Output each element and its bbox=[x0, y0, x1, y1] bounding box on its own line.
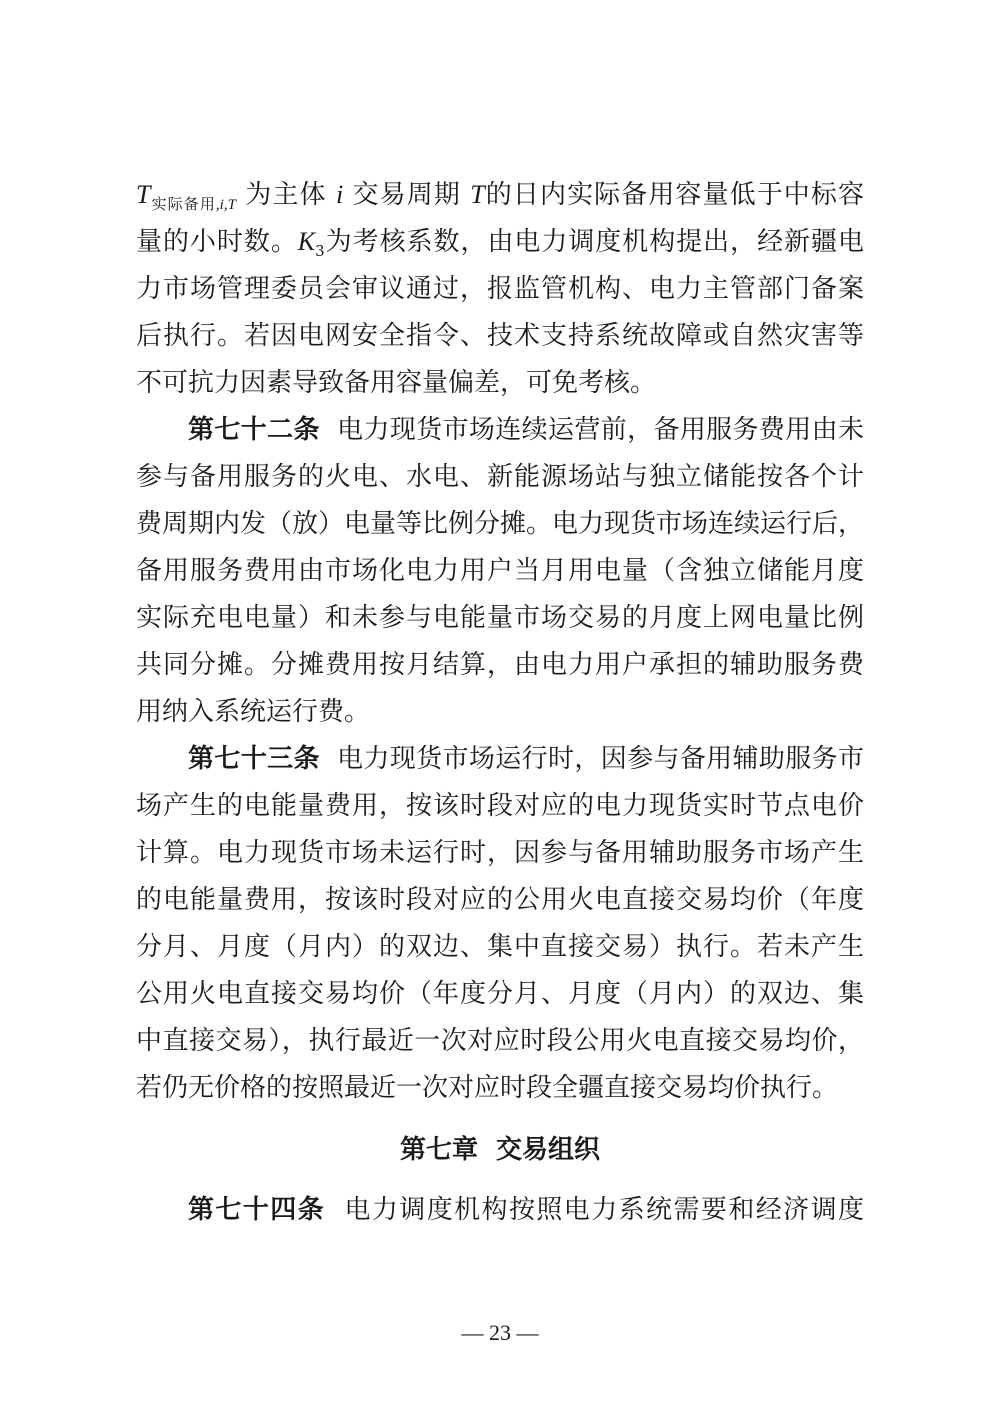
paragraph-line: 场产生的电能量费用，按该时段对应的电力现货实时节点电价 bbox=[136, 791, 864, 821]
formula-subscript: 实际备用,i,T bbox=[150, 195, 236, 214]
article-74-first-line: 第七十四条 电力调度机构按照电力系统需要和经济调度 bbox=[188, 1195, 864, 1225]
paragraph-line: 的电能量费用，按该时段对应的公用火电直接交易均价（年度 bbox=[136, 885, 864, 915]
paragraph-line: 分月、月度（月内）的双边、集中直接交易）执行。若未产生 bbox=[136, 932, 864, 962]
paragraph-line: 后执行。若因电网安全指令、技术支持系统故障或自然灾害等 bbox=[136, 321, 864, 351]
article-72-first-line: 第七十二条 电力现货市场连续运营前，备用服务费用由未 bbox=[188, 415, 864, 445]
paragraph-line: 实际充电电量）和未参与电能量市场交易的月度上网电量比例 bbox=[136, 603, 864, 633]
paragraph-line: 中直接交易），执行最近一次对应时段公用火电直接交易均价， bbox=[136, 1026, 864, 1056]
paragraph-line: 力市场管理委员会审议通过，报监管机构、电力主管部门备案 bbox=[136, 274, 864, 304]
paragraph-line: 不可抗力因素导致备用容量偏差，可免考核。 bbox=[136, 368, 657, 398]
chapter-heading: 第七章 交易组织 bbox=[399, 1135, 601, 1165]
paragraph-line: 计算。电力现货市场未运行时，因参与备用辅助服务市场产生 bbox=[136, 838, 864, 868]
paragraph-line: 公用火电直接交易均价（年度分月、月度（月内）的双边、集 bbox=[136, 979, 864, 1009]
formula-definition-line: $T_{实际备用,i,T}$ 为主体 i 交易周期 T的日内实际备用容量低于中标容 bbox=[136, 180, 864, 214]
page-number: — 23 — bbox=[461, 1320, 539, 1345]
paragraph-line: 备用服务费用由市场化电力用户当月用电量（含独立储能月度 bbox=[136, 556, 864, 586]
formula-symbol-k: K bbox=[297, 227, 316, 256]
paragraph-line: 用纳入系统运行费。 bbox=[136, 697, 371, 727]
article-73-first-line: 第七十三条 电力现货市场运行时，因参与备用辅助服务市 bbox=[188, 744, 864, 774]
paragraph-line: 量的小时数。$K_3$为考核系数，由电力调度机构提出，经新疆电 bbox=[136, 227, 864, 261]
paragraph-line: 费周期内发（放）电量等比例分摊。电力现货市场连续运行后， bbox=[136, 509, 865, 539]
article-74-title: 第七十四条 bbox=[188, 1195, 326, 1225]
formula-symbol-t: T bbox=[136, 180, 151, 209]
article-72-title: 第七十二条 bbox=[188, 415, 320, 445]
paragraph-line: 若仍无价格的按照最近一次对应时段全疆直接交易均价执行。 bbox=[136, 1073, 839, 1103]
paragraph-line: 参与备用服务的火电、水电、新能源场站与独立储能按各个计 bbox=[136, 462, 864, 492]
paragraph-line: 共同分摊。分摊费用按月结算，由电力用户承担的辅助服务费 bbox=[136, 650, 864, 680]
article-73-title: 第七十三条 bbox=[188, 744, 320, 774]
